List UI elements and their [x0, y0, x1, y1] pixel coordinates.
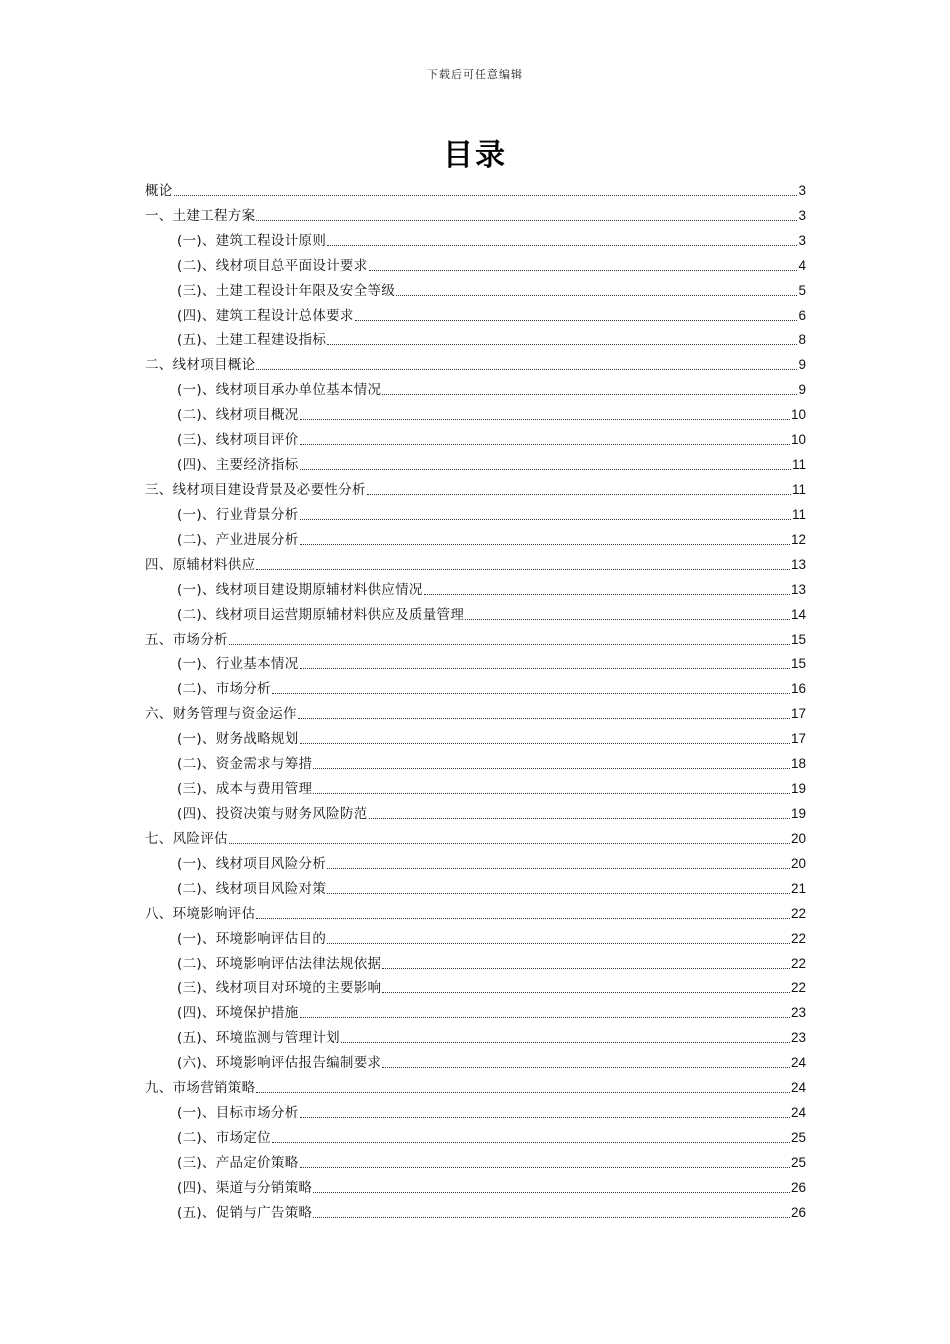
toc-leader-dots	[313, 1217, 790, 1218]
toc-leader-dots	[300, 668, 790, 669]
toc-entry-label: (四)、环境保护措施	[177, 1005, 299, 1022]
toc-entry-page-number: 5	[798, 282, 806, 298]
toc-entry[interactable]	[145, 550, 806, 575]
toc-leader-dots	[424, 594, 790, 595]
toc-entry-label: 二、线材项目概论	[145, 357, 256, 374]
toc-entry[interactable]	[145, 1048, 806, 1073]
toc-entry[interactable]	[145, 1023, 806, 1048]
toc-entry[interactable]	[145, 450, 806, 475]
toc-entry-label: (四)、主要经济指标	[177, 457, 299, 474]
toc-entry-page-number: 3	[798, 232, 806, 248]
toc-entry-page-number: 18	[790, 756, 806, 772]
toc-entry-label: (二)、环境影响评估法律法规依据	[177, 955, 382, 972]
toc-entry[interactable]	[145, 874, 806, 899]
toc-entry-label: (一)、建筑工程设计原则	[177, 232, 327, 249]
toc-entry-page-number: 20	[790, 830, 806, 846]
toc-entry-page-number: 26	[790, 1204, 806, 1220]
toc-entry-page-number: 25	[790, 1154, 806, 1170]
toc-entry-page-number: 3	[798, 182, 806, 198]
toc-entry-page-number: 8	[798, 332, 806, 348]
toc-leader-dots	[300, 743, 790, 744]
toc-entry[interactable]	[145, 600, 806, 625]
toc-entry-label: 概论	[145, 182, 173, 199]
toc-entry-page-number: 20	[790, 855, 806, 871]
toc-entry-page-number: 11	[791, 457, 806, 473]
toc-entry-page-number: 15	[790, 631, 806, 647]
toc-leader-dots	[256, 220, 797, 221]
toc-entry-label: (一)、线材项目风险分析	[177, 855, 327, 872]
toc-leader-dots	[300, 1017, 790, 1018]
toc-leader-dots	[369, 818, 790, 819]
toc-entry-label: (二)、线材项目运营期原辅材料供应及质量管理	[177, 606, 465, 623]
toc-entry-page-number: 25	[790, 1129, 806, 1145]
toc-entry-label: (五)、环境监测与管理计划	[177, 1030, 340, 1047]
toc-entry[interactable]	[145, 350, 806, 375]
toc-entry-label: 五、市场分析	[145, 631, 228, 648]
toc-entry[interactable]	[145, 849, 806, 874]
toc-leader-dots	[396, 295, 797, 296]
toc-entry-page-number: 23	[790, 1030, 806, 1046]
toc-entry[interactable]	[145, 475, 806, 500]
toc-leader-dots	[300, 469, 791, 470]
toc-entry[interactable]	[145, 525, 806, 550]
toc-entry-label: (五)、土建工程建设指标	[177, 332, 327, 349]
toc-entry-page-number: 12	[790, 531, 806, 547]
toc-entry-label: (二)、资金需求与筹措	[177, 756, 313, 773]
toc-entry-label: (一)、行业基本情况	[177, 656, 299, 673]
toc-entry[interactable]	[145, 674, 806, 699]
toc-entry-page-number: 6	[798, 307, 806, 323]
toc-leader-dots	[313, 793, 790, 794]
toc-leader-dots	[256, 369, 797, 370]
toc-entry-page-number: 15	[790, 656, 806, 672]
toc-entry[interactable]	[145, 1173, 806, 1198]
toc-entry[interactable]	[145, 774, 806, 799]
toc-entry[interactable]	[145, 724, 806, 749]
toc-entry-page-number: 22	[790, 980, 806, 996]
toc-leader-dots	[272, 1142, 790, 1143]
toc-leader-dots	[465, 619, 790, 620]
toc-entry-label: (一)、线材项目建设期原辅材料供应情况	[177, 581, 423, 598]
toc-entry-label: 八、环境影响评估	[145, 905, 256, 922]
toc-entry[interactable]	[145, 1098, 806, 1123]
toc-leader-dots	[382, 992, 790, 993]
toc-leader-dots	[382, 394, 797, 395]
toc-entry-label: (三)、产品定价策略	[177, 1154, 299, 1171]
toc-entry-label: (二)、市场定位	[177, 1129, 271, 1146]
toc-entry[interactable]	[145, 749, 806, 774]
toc-leader-dots	[367, 494, 791, 495]
toc-leader-dots	[327, 943, 790, 944]
toc-entry[interactable]	[145, 1198, 806, 1223]
toc-entry-page-number: 11	[791, 481, 806, 497]
toc-leader-dots	[256, 1092, 790, 1093]
toc-leader-dots	[300, 544, 790, 545]
toc-entry-page-number: 22	[790, 930, 806, 946]
toc-entry[interactable]	[145, 201, 806, 226]
toc-entry[interactable]	[145, 226, 806, 251]
toc-leader-dots	[174, 195, 798, 196]
toc-entry-label: 六、财务管理与资金运作	[145, 706, 297, 723]
toc-entry[interactable]	[145, 799, 806, 824]
toc-entry-page-number: 19	[790, 781, 806, 797]
toc-entry[interactable]	[145, 400, 806, 425]
toc-entry-label: (二)、线材项目概况	[177, 407, 299, 424]
toc-entry-page-number: 19	[790, 805, 806, 821]
toc-entry-page-number: 13	[790, 581, 806, 597]
toc-leader-dots	[300, 444, 790, 445]
toc-entry[interactable]	[145, 1123, 806, 1148]
toc-entry-page-number: 13	[790, 556, 806, 572]
toc-entry-label: (五)、促销与广告策略	[177, 1204, 313, 1221]
toc-entry-label: (一)、财务战略规划	[177, 731, 299, 748]
toc-entry-page-number: 23	[790, 1005, 806, 1021]
toc-entry-label: (三)、线材项目评价	[177, 432, 299, 449]
toc-entry-label: (二)、市场分析	[177, 681, 271, 698]
toc-entry-page-number: 11	[791, 506, 806, 522]
toc-entry-label: 四、原辅材料供应	[145, 556, 256, 573]
toc-entry-page-number: 26	[790, 1179, 806, 1195]
toc-leader-dots	[300, 1117, 790, 1118]
toc-entry-page-number: 17	[790, 706, 806, 722]
toc-leader-dots	[369, 270, 798, 271]
toc-leader-dots	[327, 893, 790, 894]
toc-entry[interactable]	[145, 301, 806, 326]
toc-entry-label: (一)、环境影响评估目的	[177, 930, 327, 947]
toc-entry-label: (二)、线材项目风险对策	[177, 880, 327, 897]
toc-entry[interactable]	[145, 824, 806, 849]
toc-entry-page-number: 16	[790, 681, 806, 697]
toc-entry[interactable]	[145, 276, 806, 301]
toc-entry[interactable]	[145, 924, 806, 949]
toc-entry[interactable]	[145, 650, 806, 675]
toc-leader-dots	[327, 245, 797, 246]
toc-entry-label: 一、土建工程方案	[145, 207, 256, 224]
toc-entry[interactable]	[145, 1073, 806, 1098]
toc-entry-page-number: 3	[798, 207, 806, 223]
toc-entry-page-number: 21	[790, 880, 806, 896]
toc-leader-dots	[327, 344, 797, 345]
toc-entry[interactable]	[145, 974, 806, 999]
toc-entry[interactable]	[145, 699, 806, 724]
toc-entry-label: (三)、土建工程设计年限及安全等级	[177, 282, 396, 299]
toc-entry-label: (一)、行业背景分析	[177, 506, 299, 523]
toc-leader-dots	[300, 1167, 790, 1168]
toc-entry-label: (一)、目标市场分析	[177, 1105, 299, 1122]
toc-leader-dots	[341, 1042, 790, 1043]
toc-entry[interactable]	[145, 500, 806, 525]
toc-entry-page-number: 22	[790, 905, 806, 921]
toc-entry[interactable]	[145, 326, 806, 351]
toc-leader-dots	[382, 968, 790, 969]
toc-entry-label: (四)、投资决策与财务风险防范	[177, 805, 368, 822]
toc-entry[interactable]	[145, 251, 806, 276]
toc-entry-label: (三)、成本与费用管理	[177, 781, 313, 798]
toc-entry[interactable]	[145, 625, 806, 650]
toc-entry[interactable]	[145, 575, 806, 600]
toc-entry-label: (二)、产业进展分析	[177, 531, 299, 548]
toc-leader-dots	[256, 569, 790, 570]
toc-entry-label: (四)、建筑工程设计总体要求	[177, 307, 354, 324]
toc-entry[interactable]	[145, 1148, 806, 1173]
toc-leader-dots	[229, 843, 790, 844]
toc-entry-label: 七、风险评估	[145, 830, 228, 847]
toc-entry-label: (六)、环境影响评估报告编制要求	[177, 1055, 382, 1072]
toc-entry-label: (三)、线材项目对环境的主要影响	[177, 980, 382, 997]
toc-leader-dots	[327, 868, 790, 869]
toc-entry[interactable]	[145, 949, 806, 974]
toc-leader-dots	[229, 644, 790, 645]
toc-entry-page-number: 24	[790, 1055, 806, 1071]
header-note: 下载后可任意编辑	[427, 68, 523, 81]
toc-entry-page-number: 24	[790, 1080, 806, 1096]
toc-leader-dots	[382, 1067, 790, 1068]
toc-entry[interactable]	[145, 425, 806, 450]
table-of-contents	[145, 176, 806, 1223]
toc-entry-page-number: 9	[798, 382, 806, 398]
toc-entry-page-number: 24	[790, 1105, 806, 1121]
toc-entry[interactable]	[145, 899, 806, 924]
toc-entry-label: (一)、线材项目承办单位基本情况	[177, 382, 382, 399]
toc-entry-page-number: 17	[790, 731, 806, 747]
toc-entry[interactable]	[145, 176, 806, 201]
toc-leader-dots	[272, 693, 790, 694]
toc-leader-dots	[300, 519, 791, 520]
toc-entry-page-number: 22	[790, 955, 806, 971]
toc-entry-label: 九、市场营销策略	[145, 1080, 256, 1097]
toc-entry-page-number: 14	[790, 606, 806, 622]
toc-title: 目录	[443, 138, 507, 173]
toc-entry[interactable]	[145, 375, 806, 400]
toc-entry-page-number: 4	[798, 257, 806, 273]
toc-entry[interactable]	[145, 998, 806, 1023]
toc-entry-label: 三、线材项目建设背景及必要性分析	[145, 481, 366, 498]
toc-leader-dots	[313, 768, 790, 769]
toc-leader-dots	[355, 320, 798, 321]
toc-entry-page-number: 10	[790, 407, 806, 423]
toc-leader-dots	[256, 918, 790, 919]
toc-entry-label: (四)、渠道与分销策略	[177, 1179, 313, 1196]
toc-entry-page-number: 10	[790, 432, 806, 448]
toc-leader-dots	[300, 419, 790, 420]
toc-entry-page-number: 9	[798, 357, 806, 373]
toc-leader-dots	[313, 1192, 790, 1193]
toc-entry-label: (二)、线材项目总平面设计要求	[177, 257, 368, 274]
toc-leader-dots	[298, 718, 790, 719]
